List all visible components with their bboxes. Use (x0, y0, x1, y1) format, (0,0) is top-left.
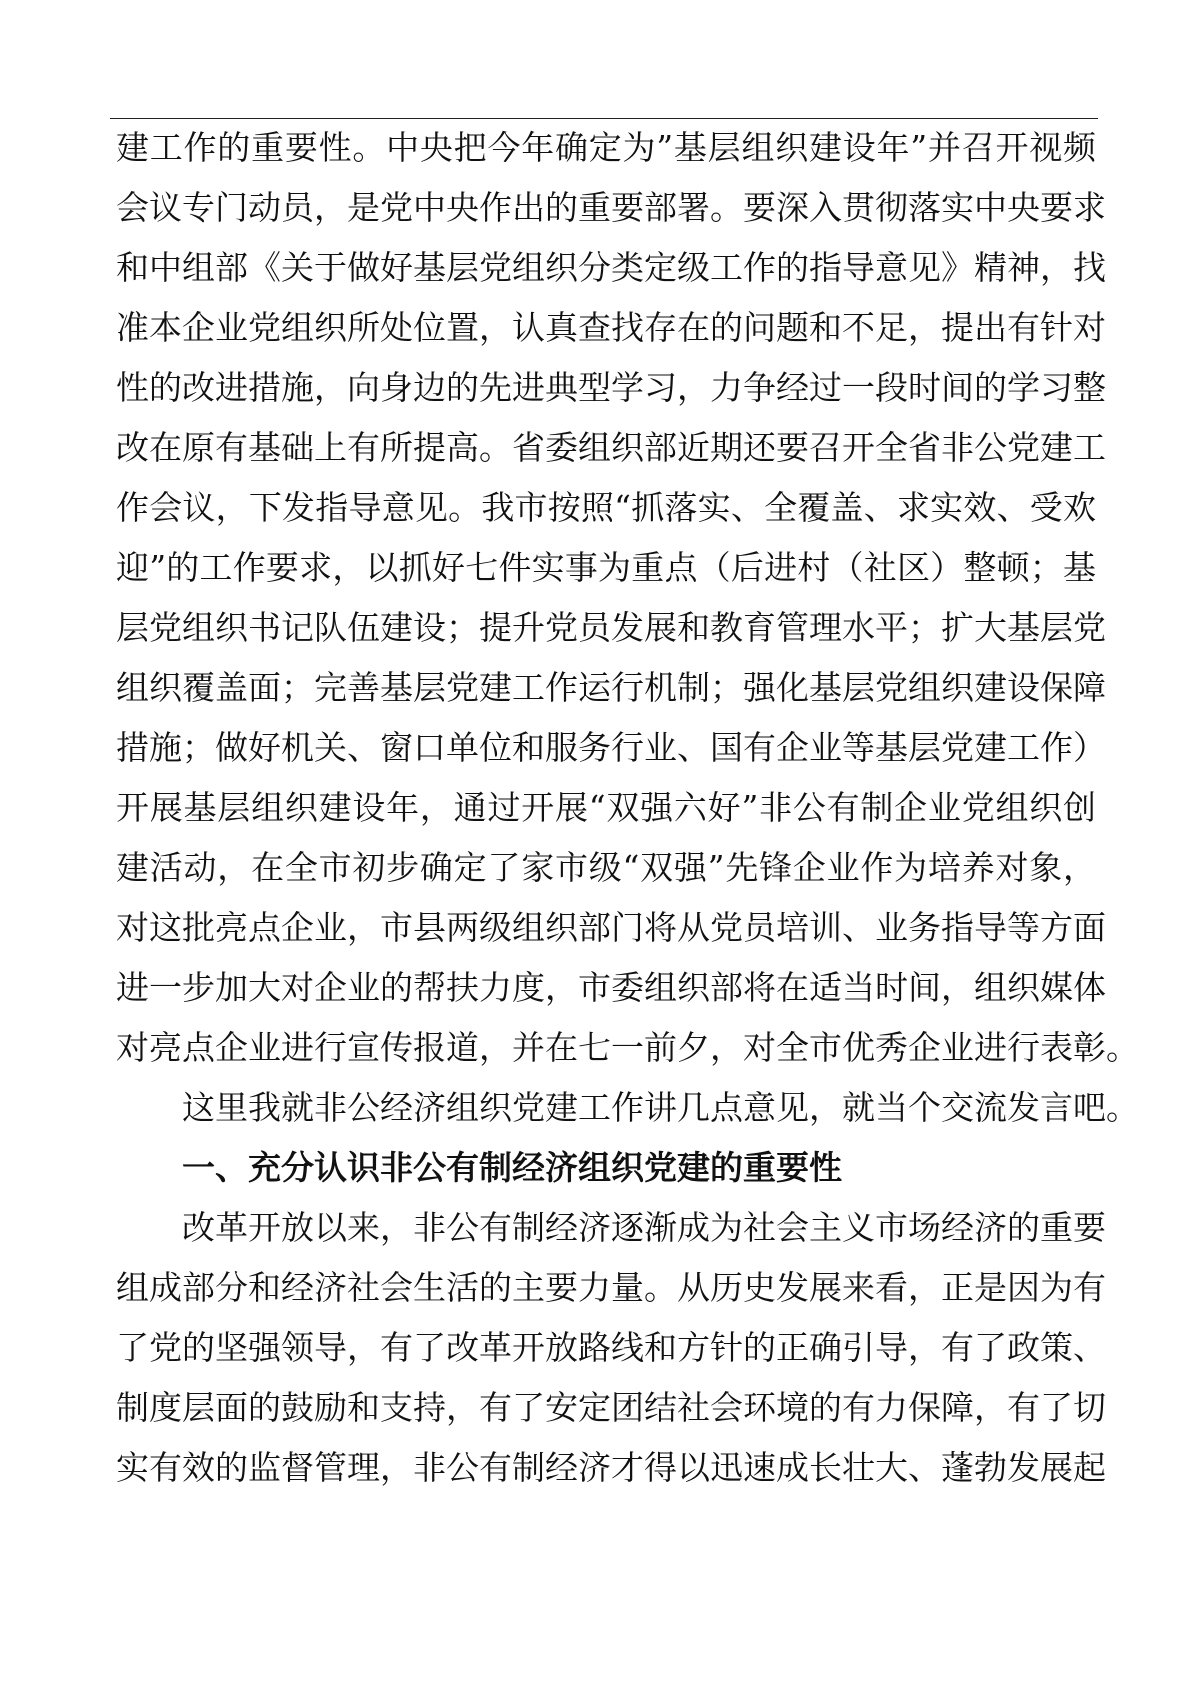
paragraph-line: 改革开放以来，非公有制经济逐渐成为社会主义市场经济的重要 (182, 1208, 1106, 1247)
paragraph-line: 实有效的监督管理，非公有制经济才得以迅速成长壮大、蓬勃发展起 (116, 1448, 1106, 1487)
paragraph-line: 进一步加大对企业的帮扶力度，市委组织部将在适当时间，组织媒体 (116, 968, 1106, 1007)
paragraph-line: 开展基层组织建设年，通过开展“双强六好”非公有制企业党组织创 (116, 788, 1096, 827)
paragraph-line: 和中组部《关于做好基层党组织分类定级工作的指导意见》精神，找 (116, 248, 1106, 287)
paragraph-line: 了党的坚强领导，有了改革开放路线和方针的正确引导，有了政策、 (116, 1328, 1106, 1367)
paragraph-line: 建工作的重要性。中央把今年确定为”基层组织建设年”并召开视频 (116, 128, 1096, 167)
header-rule (110, 118, 1098, 119)
paragraph-line: 措施；做好机关、窗口单位和服务行业、国有企业等基层党建工作） (116, 728, 1106, 767)
paragraph-line: 建活动，在全市初步确定了家市级“双强”先锋企业作为培养对象， (116, 848, 1096, 887)
paragraph-line: 组织覆盖面；完善基层党建工作运行机制；强化基层党组织建设保障 (116, 668, 1106, 707)
paragraph-line: 组成部分和经济社会生活的主要力量。从历史发展来看，正是因为有 (116, 1268, 1106, 1307)
paragraph-line: 作会议，下发指导意见。我市按照“抓落实、全覆盖、求实效、受欢 (116, 488, 1096, 527)
paragraph-line: 层党组织书记队伍建设；提升党员发展和教育管理水平；扩大基层党 (116, 608, 1106, 647)
paragraph-line: 准本企业党组织所处位置，认真查找存在的问题和不足，提出有针对 (116, 308, 1106, 347)
paragraph-line: 会议专门动员，是党中央作出的重要部署。要深入贯彻落实中央要求 (116, 188, 1106, 227)
paragraph-line: 性的改进措施，向身边的先进典型学习，力争经过一段时间的学习整 (116, 368, 1106, 407)
paragraph-line: 迎”的工作要求，以抓好七件实事为重点（后进村（社区）整顿；基 (116, 548, 1096, 587)
section-heading: 一、充分认识非公有制经济组织党建的重要性 (182, 1148, 842, 1187)
paragraph-line: 对这批亮点企业，市县两级组织部门将从党员培训、业务指导等方面 (116, 908, 1106, 947)
paragraph-line: 对亮点企业进行宣传报道，并在七一前夕，对全市优秀企业进行表彰。 (116, 1028, 1139, 1067)
paragraph-line: 制度层面的鼓励和支持，有了安定团结社会环境的有力保障，有了切 (116, 1388, 1106, 1427)
paragraph-line: 改在原有基础上有所提高。省委组织部近期还要召开全省非公党建工 (116, 428, 1106, 467)
paragraph-line: 这里我就非公经济组织党建工作讲几点意见，就当个交流发言吧。 (182, 1088, 1139, 1127)
